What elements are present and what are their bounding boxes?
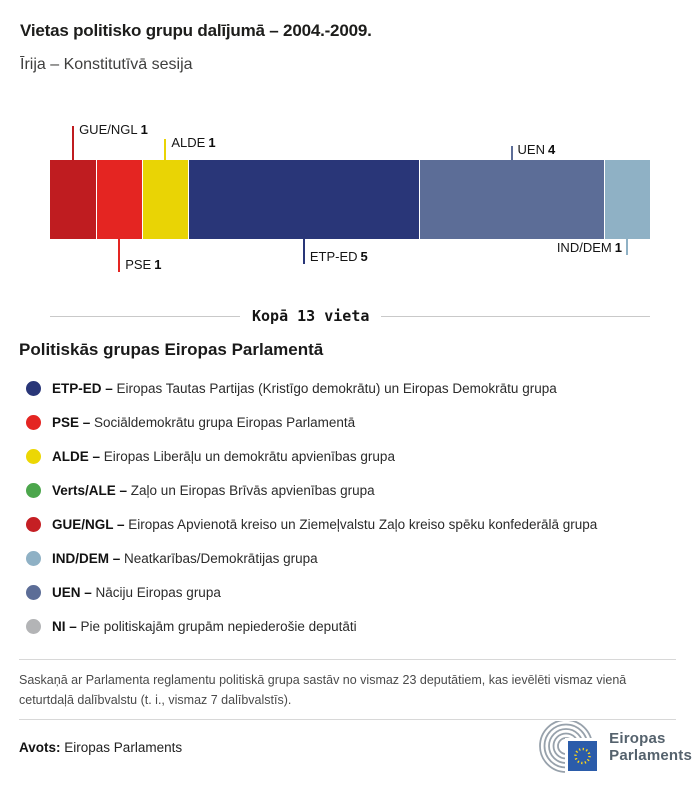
source-line [19, 740, 182, 755]
ep-hemicycle-icon [536, 721, 600, 773]
legend-item-etp-ed [26, 371, 700, 405]
bar-segment-gue-ngl [50, 160, 96, 239]
callout-line-etp-ed [303, 239, 305, 264]
callout-line-pse [118, 239, 120, 272]
ep-logo-text-line2: Parlaments [609, 747, 692, 764]
callout-label-etp-ed: ETP-ED 5 [309, 249, 368, 264]
callout-line-gue-ngl [72, 126, 74, 160]
eu-flag-icon [568, 741, 597, 771]
legend-item-alde [26, 439, 700, 473]
source-label: Avots: [19, 739, 61, 755]
legend-dot-gue-ngl [26, 517, 41, 532]
legend-list [0, 371, 700, 643]
legend-item-ind-dem [26, 541, 700, 575]
callout-label-ind-dem: IND/DEM 1 [556, 240, 622, 255]
divider-line-left [50, 316, 240, 317]
ep-logo [536, 721, 692, 773]
legend-dot-ind-dem [26, 551, 41, 566]
callout-line-alde [164, 139, 166, 160]
callout-label-pse: PSE 1 [125, 257, 162, 272]
legend-item-uen [26, 575, 700, 609]
legend-label-alde: ALDE – Eiropas Liberāļu un demokrātu apvienības grupa [52, 448, 395, 464]
total-divider [50, 305, 650, 327]
legend-dot-uen [26, 585, 41, 600]
ep-logo-text-line1: Eiropas [609, 730, 666, 747]
stacked-bar [50, 160, 650, 239]
total-seats-label: Kopā 13 vieta [252, 307, 370, 325]
legend-label-ni: NI – Pie politiskajām grupām nepiederošie deputāti [52, 618, 357, 634]
footer [19, 720, 692, 774]
infographic-page [0, 21, 700, 805]
legend-item-verts-ale [26, 473, 700, 507]
legend-dot-etp-ed [26, 381, 41, 396]
callout-label-uen: UEN 4 [517, 142, 556, 157]
legend-label-ind-dem: IND/DEM – Neatkarības/Demokrātijas grupa [52, 550, 318, 566]
legend-label-pse: PSE – Sociāldemokrātu grupa Eiropas Parlamentā [52, 414, 356, 430]
legend-item-ni [26, 609, 700, 643]
legend-item-gue-ngl [26, 507, 700, 541]
legend-dot-alde [26, 449, 41, 464]
ep-logo-wordmark [609, 730, 692, 764]
legend-dot-pse [26, 415, 41, 430]
source-value: Eiropas Parlaments [64, 739, 183, 755]
callout-line-ind-dem [626, 239, 628, 255]
bar-segment-ind-dem [604, 160, 650, 239]
legend-item-pse [26, 405, 700, 439]
legend-dot-ni [26, 619, 41, 634]
bar-segment-etp-ed [188, 160, 419, 239]
divider-line-right [381, 316, 650, 317]
legend-label-uen: UEN – Nāciju Eiropas grupa [52, 584, 221, 600]
callout-label-alde: ALDE 1 [171, 135, 216, 150]
legend-label-etp-ed: ETP-ED – Eiropas Tautas Partijas (Kristīgo demokrātu) un Eiropas Demokrātu grupa [52, 380, 557, 396]
bar-segment-pse [96, 160, 142, 239]
legend-label-gue-ngl: GUE/NGL – Eiropas Apvienotā kreiso un Ziemeļvalstu Zaļo kreiso spēku konfederālā grupa [52, 516, 598, 532]
page-subtitle: Īrija – Konstitutīvā sesija [20, 56, 193, 73]
bar-segment-uen [419, 160, 604, 239]
seat-chart [0, 116, 700, 284]
divider-footnote-top [19, 659, 676, 660]
legend-dot-verts-ale [26, 483, 41, 498]
bar-segment-alde [142, 160, 188, 239]
callout-line-uen [511, 146, 513, 160]
legend-heading: Politiskās grupas Eiropas Parlamentā [19, 340, 324, 359]
callout-label-gue-ngl: GUE/NGL 1 [79, 122, 148, 137]
footnote-text: Saskaņā ar Parlamenta reglamentu politiskā grupa sastāv no vismaz 23 deputātiem, kas ievēlēti vismaz vienā ceturtdaļā dalībvalstu (t. i., vismaz 7 dalībvalstīs). [19, 673, 627, 707]
legend-label-verts-ale: Verts/ALE – Zaļo un Eiropas Brīvās apvienības grupa [52, 482, 375, 498]
page-title: Vietas politisko grupu dalījumā – 2004.-2009. [20, 21, 372, 40]
